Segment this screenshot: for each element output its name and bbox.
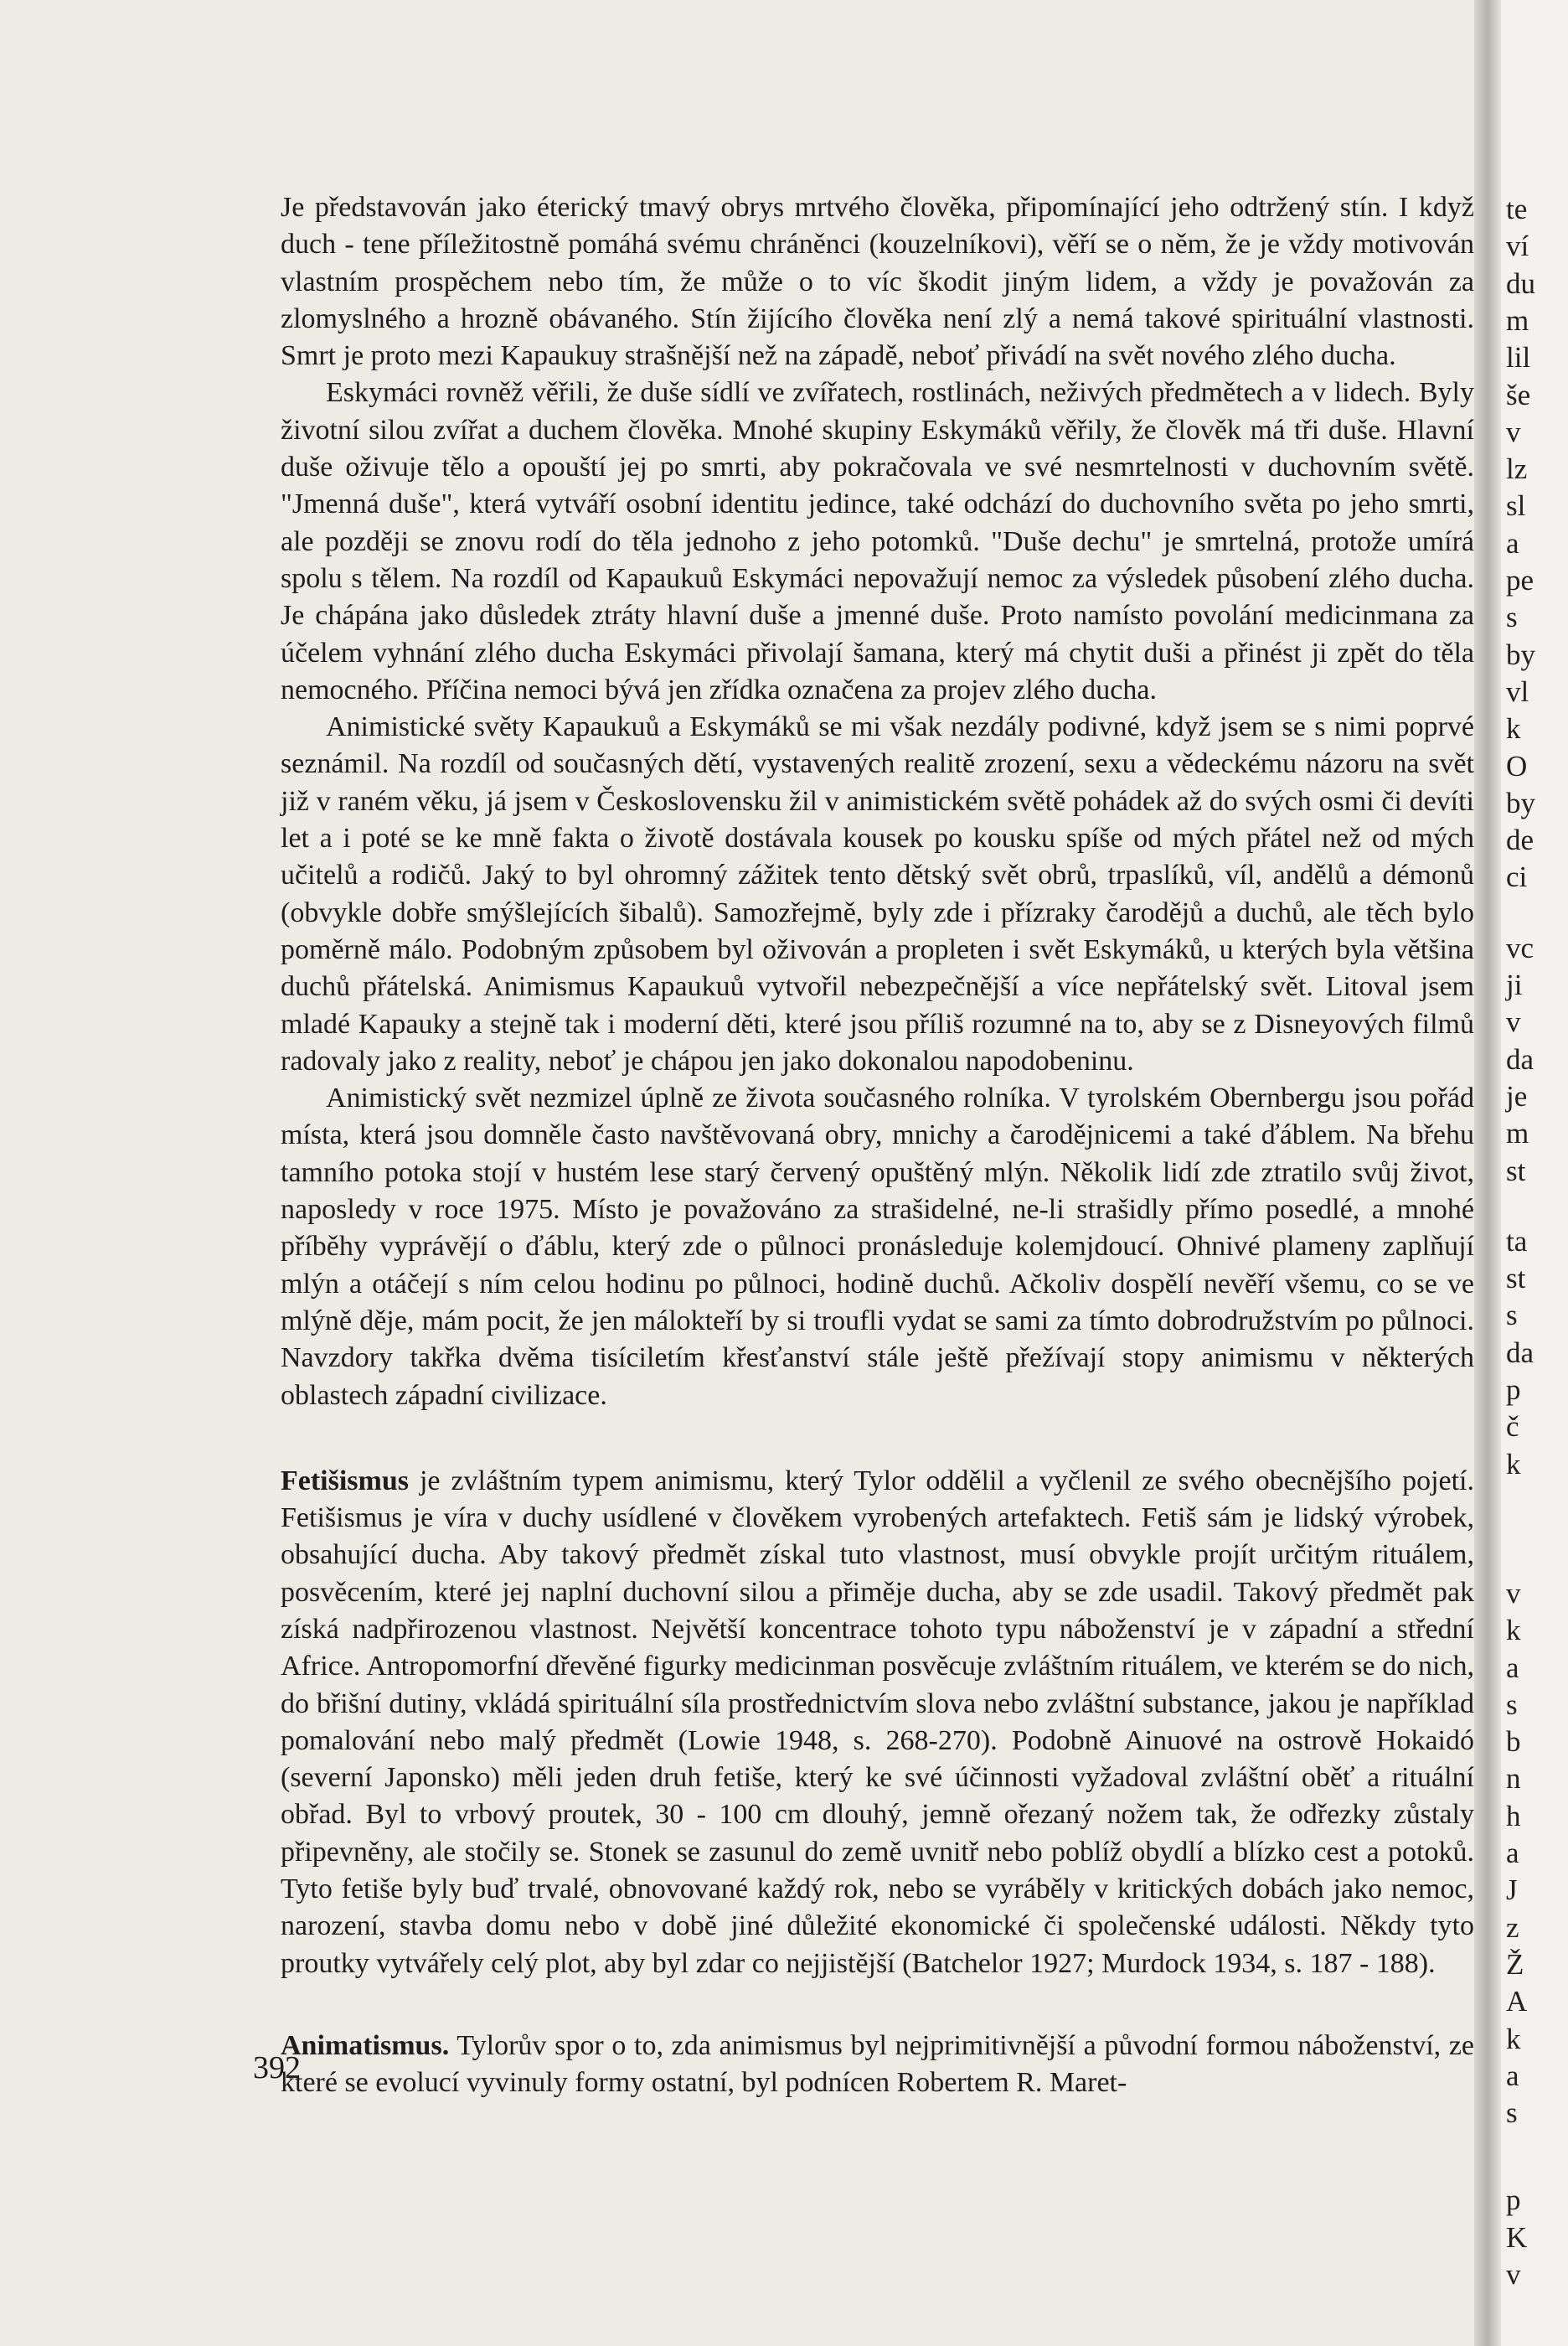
facing-page-fragment: h xyxy=(1506,1799,1521,1832)
facing-page-fragment: a xyxy=(1506,2059,1519,2092)
facing-page-fragment: še xyxy=(1506,378,1531,411)
facing-page-fragment: ta xyxy=(1506,1224,1528,1258)
facing-page-fragment: p xyxy=(1506,2183,1521,2217)
facing-page-fragment: je xyxy=(1506,1079,1528,1113)
facing-page-fragment: A xyxy=(1506,1985,1528,2018)
facing-page-fragment: a xyxy=(1506,526,1519,560)
facing-page-fragment: m xyxy=(1506,303,1529,337)
facing-page-fragment: vl xyxy=(1506,674,1529,708)
paragraph-3: Animistické světy Kapaukuů a Eskymáků se mi však nezdály podivné, když jsem se s nimi poprvé seznámil. Na rozdíl od současných dětí, vystavených realitě zrození, sexu a vědeckému názoru na svět již v raném věku, já jsem v Československu žil v animistickém světě pohádek až do svých osmi či devíti let a i poté se ke mně fakta o životě dostávala kousek po kousku spíše od mých přátel než od mých učitelů a rodičů. Jaký to byl ohromný zážitek tento dětský svět obrů, trpaslíků, víl, andělů a démonů (obvykle dobře smýšlejících šibalů). Samozřejmě, byly zde i přízraky čarodějů a duchů, ale těch bylo poměrně málo. Podobným způsobem byl oživován a propleten i svět Eskymáků, u kterých byla většina duchů přátelská. Animismus Kapaukuů vytvořil nebezpečnější a více nepřátelský svět. Litoval jsem mladé Kapauky a stejně tak i moderní děti, které jsou příliš rozumné na to, aby se z Disneyových filmů radovaly jako z reality, neboť je chápou jen jako dokonalou napodobeninu. xyxy=(281,711,1474,1077)
facing-page-fragment: du xyxy=(1506,266,1535,300)
facing-page-fragment: v xyxy=(1506,1005,1521,1039)
paragraph-animatismus xyxy=(281,2028,1474,2102)
facing-page-fragment: v xyxy=(1506,2258,1521,2291)
facing-page-fragment: ci xyxy=(1506,860,1528,894)
facing-page-fragment: s xyxy=(1506,1299,1518,1332)
facing-page-fragment: v xyxy=(1506,1576,1521,1610)
paragraph-fetisismus xyxy=(281,1463,1474,1982)
facing-page-fragment: s xyxy=(1506,2096,1518,2130)
facing-page-fragment: vc xyxy=(1506,931,1534,964)
facing-page-fragment: by xyxy=(1506,786,1535,819)
facing-page-fragment: sl xyxy=(1506,489,1526,523)
paragraph-4: Animistický svět nezmizel úplně ze života současného rolníka. V tyrolském Obernbergu jsou pořád místa, která jsou domněle často navštěvovaná obry, mnichy a čarodějnicemi a také ďáblem. Na břehu tamního potoka stojí v hustém lese starý červený opuštěný mlýn. Několik lidí zde ztratilo svůj život, naposledy v roce 1975. Místo je považováno za strašidelné, ne-li strašidly přímo posedlé, a mnohé příběhy vyprávějí o ďáblu, který zde o půlnoci pronásleduje kolemjdoucí. Ohnivé plameny zaplňují mlýn a otáčejí s ním celou hodinu po půlnoci, hodině duchů. Ačkoliv dospělí nevěří všemu, co se ve mlýně děje, mám pocit, že jen málokteří by si troufli vydat se sami za tímto dobrodružstvím po půlnoci. Navzdory takřka dvěma tisíciletím křesťanství stále ještě přežívají stopy animismu v některých oblastech západní civilizace. xyxy=(281,1083,1474,1411)
facing-page-fragment: st xyxy=(1506,1262,1526,1295)
facing-page-edge xyxy=(1501,0,1568,2346)
facing-page-fragment: k xyxy=(1506,1447,1521,1480)
facing-page-fragment: Ž xyxy=(1506,1947,1524,1981)
facing-page-fragment: te xyxy=(1506,193,1528,225)
paragraph-animatismus-text: Tylorův spor o to, zda animismus byl nejprimitivnější a původní formou náboženství, ze které se evolucí vyvinuly formy ostatní, byl podnícen Robertem R. Maret- xyxy=(281,2029,1474,2099)
facing-page-fragment: K xyxy=(1506,2220,1528,2254)
facing-page-fragment: O xyxy=(1506,749,1528,783)
paragraph-1: Je představován jako éterický tmavý obrys mrtvého člověka, připomínající jeho odtržený stín. I když duch - tene příležitostně pomáhá svému chráněnci (kouzelníkovi), věří se o něm, že je vždy motivován vlastním prospěchem nebo tím, že může o to víc škodit jiným lidem, a vždy je považován za zlomyslného a hrozně obávaného. Stín žijícího člověka není zlý a nemá takové spirituální vlastnosti. Smrt je proto mezi Kapaukuy strašnější než na západě, neboť přivádí na svět nového zlého ducha. xyxy=(281,192,1474,372)
facing-page-fragment: k xyxy=(1506,1614,1521,1647)
paragraph-2: Eskymáci rovněž věřili, že duše sídlí ve zvířatech, rostlinách, neživých předmětech a v lidech. Byly životní silou zvířat a duchem člověka. Mnohé skupiny Eskymáků věřily, že člověk má tři duše. Hlavní duše oživuje tělo a opouští jej po smrti, aby pokračovala ve své nesmrtelnosti v duchovním světě. "Jmenná duše", která vytváří osobní identitu jedince, také odchází do duchovního světa po jeho smrti, ale později se znovu rodí do těla jednoho z jeho potomků. "Duše dechu" je smrtelná, protože umírá spolu s tělem. Na rozdíl od Kapaukuů Eskymáci nepovažují nemoc za výsledek působení zlého ducha. Je chápána jako důsledek ztráty hlavní duše a jmenné duše. Proto namísto povolání medicinmana za účelem vyhnání zlého ducha Eskymáci přivolají šamana, který má chytit duši a přinést ji zpět do těla nemocného. Příčina nemoci bývá jen zřídka označena za projev zlého ducha. xyxy=(281,377,1474,705)
facing-page-fragment: s xyxy=(1506,1687,1518,1721)
facing-page-fragment: de xyxy=(1506,824,1534,857)
facing-page-fragment: k xyxy=(1506,2022,1521,2055)
term-animatismus: Animatismus. xyxy=(281,2029,450,2061)
facing-page-fragment: s xyxy=(1506,601,1518,634)
facing-page-fragment: J xyxy=(1506,1873,1518,1907)
facing-page-fragment: st xyxy=(1506,1154,1526,1187)
facing-page-fragment: da xyxy=(1506,1042,1534,1076)
facing-page-fragment: a xyxy=(1506,1651,1519,1684)
facing-page-fragment: ví xyxy=(1506,230,1529,263)
facing-page-fragment: by xyxy=(1506,638,1535,671)
facing-page-fragment: a xyxy=(1506,1837,1519,1869)
facing-page-fragment: v xyxy=(1506,415,1521,448)
facing-page-fragment: k xyxy=(1506,712,1521,746)
facing-page-fragment: b xyxy=(1506,1725,1521,1759)
facing-page-fragment: z xyxy=(1506,1910,1519,1944)
facing-page-fragment: lil xyxy=(1506,341,1531,375)
facing-page-fragment: p xyxy=(1506,1373,1521,1406)
facing-page-fragment: ji xyxy=(1506,969,1523,1001)
paragraph-fetisismus-text: je zvláštním typem animismu, který Tylor oddělil a vyčlenil ze svého obecnějšího pojetí. Fetišismus je víra v duchy usídlené v člověkem vyrobených artefaktech. Fetiš sám je lidský výrobek, obsahující ducha. Aby takový předmět získal tuto vlastnost, musí obvykle projít určitým rituálem, posvěcením, které jej naplní duchovní silou a přiměje ducha, aby se zde usadil. Takový předmět pak získá nadpřirozenou vlastnost. Největší koncentrace tohoto typu náboženství je v západní a střední Africe. Antropomorfní dřevěné figurky medicinman posvěcuje zvláštním rituálem, ve kterém se do nich, do břišní dutiny, vkládá spirituální síla prostřednictvím slova nebo zvláštní substance, jakou je například pomalování nebo malý předmět (Lowie 1948, s. 268-270). Podobně Ainuové na ostrově Hokaidó (severní Japonsko) měli jeden druh fetiše, který ke své účinnosti vyžadoval zvláštní oběť a rituální obřad. Byl to vrbový proutek, 30 - 100 cm dlouhý, jemně ořezaný nožem tak, že odřezky zůstaly připevněny, ale stočily se. Stonek se zasunul do země uvnitř nebo poblíž obydlí a blízko cest a potoků. Tyto fetiše byly buď trvalé, obnovované každý rok, nebo se vyráběly v kritických dobách jako nemoc, narození, stavba domu nebo v době jiné důležité ekonomické či společenské události. Někdy tyto proutky vytvářely celý plot, aby byl zdar co nejjistější (Batchelor 1927; Murdock 1934, s. 187 - 188). xyxy=(281,1465,1474,1979)
book-gutter xyxy=(1474,0,1501,2346)
term-fetisismus: Fetišismus xyxy=(281,1465,409,1496)
facing-page-fragment: da xyxy=(1506,1336,1534,1369)
facing-page-fragment: lz xyxy=(1506,452,1528,486)
facing-page-fragment: č xyxy=(1506,1410,1519,1444)
facing-page-fragment: pe xyxy=(1506,564,1534,597)
body-text xyxy=(281,189,1474,2102)
facing-page-fragment: n xyxy=(1506,1762,1521,1796)
page-number: 392 xyxy=(253,2050,301,2085)
facing-page-fragment: m xyxy=(1506,1117,1529,1150)
